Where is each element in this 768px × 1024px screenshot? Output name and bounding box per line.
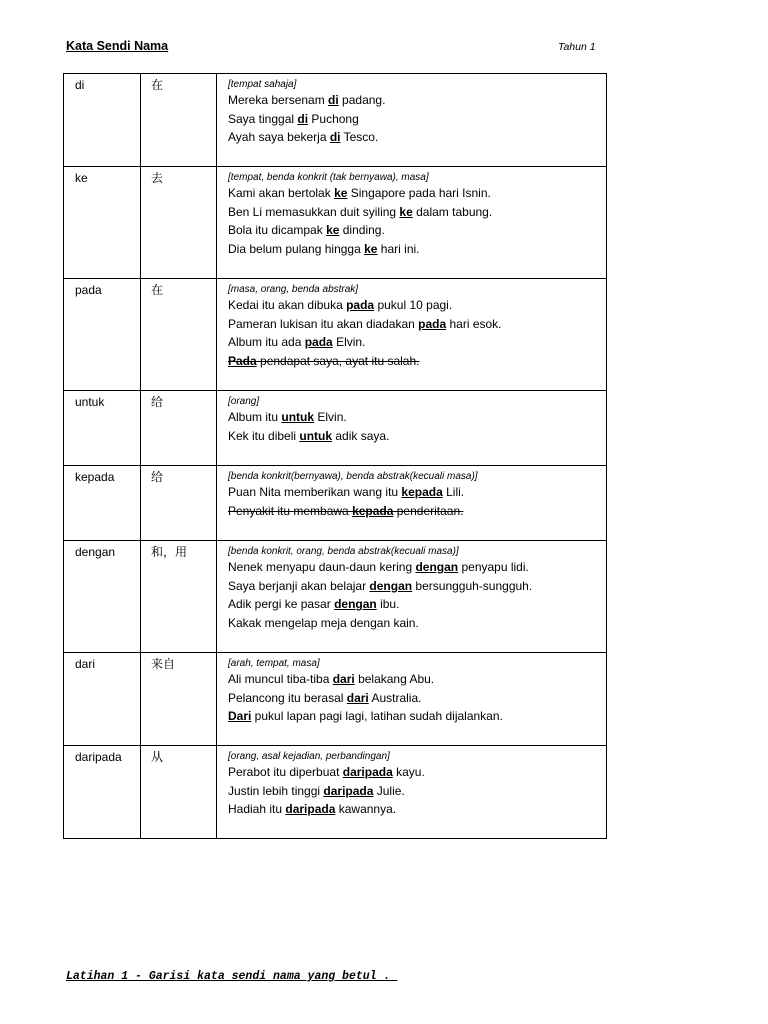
translation-cell	[141, 391, 217, 466]
grade-label: Tahun 1	[558, 41, 596, 53]
preposition-word: untuk	[75, 395, 105, 409]
sentence-text: Kek itu dibeli	[228, 428, 300, 443]
example-sentence	[217, 800, 606, 819]
chinese-translation: 在	[151, 78, 164, 92]
highlighted-preposition: di	[328, 93, 339, 107]
sentence-text: kawannya.	[335, 802, 397, 817]
sentence-text: Dia belum pulang hingga	[228, 242, 365, 257]
word-cell	[64, 466, 141, 541]
example-sentence	[217, 315, 606, 334]
highlighted-preposition: daripada	[342, 765, 393, 779]
exercise-instruction: Latihan 1 - Garisi kata sendi nama yang betul .	[66, 970, 398, 983]
translation-cell	[141, 74, 217, 167]
example-sentence	[217, 689, 606, 708]
sentence-text: Penyakit itu membawa	[228, 503, 353, 518]
translation-cell	[141, 466, 217, 541]
usage-note: [benda konkrit, orang, benda abstrak(kecuali masa)]	[228, 546, 459, 557]
sentence-text: penyapu lidi.	[458, 560, 529, 574]
highlighted-preposition: kepada	[352, 503, 394, 518]
word-cell	[64, 746, 141, 839]
table-row	[64, 279, 607, 391]
example-sentence	[217, 707, 606, 726]
sentence-text: Elvin.	[332, 335, 366, 350]
sentence-text: Pelancong itu berasal	[228, 690, 347, 705]
example-sentence	[217, 221, 606, 240]
sentence-text: hari esok.	[446, 316, 502, 331]
word-cell	[64, 74, 141, 167]
page-title: Kata Sendi Nama	[66, 39, 169, 53]
preposition-table	[63, 73, 607, 839]
highlighted-preposition: pada	[418, 316, 447, 331]
example-sentence	[217, 333, 606, 352]
highlighted-preposition: ke	[364, 242, 378, 257]
preposition-word: kepada	[75, 470, 115, 484]
table-row	[64, 541, 607, 653]
sentence-text: Singapore pada hari Isnin.	[347, 186, 491, 200]
highlighted-preposition: di	[329, 130, 341, 145]
chinese-translation: 给	[151, 395, 164, 409]
sentence-text: Australia.	[368, 690, 422, 705]
sentence-text: Kakak mengelap meja dengan kain.	[228, 616, 419, 631]
sentence-text: Bola itu dicampak	[228, 223, 327, 238]
highlighted-preposition: dengan	[415, 560, 459, 574]
sentence-text: dinding.	[339, 223, 385, 238]
usage-cell	[217, 167, 607, 279]
table-row	[64, 74, 607, 167]
highlighted-preposition: untuk	[299, 428, 333, 443]
example-sentence	[217, 763, 606, 782]
translation-cell	[141, 541, 217, 653]
highlighted-preposition: ke	[326, 223, 340, 238]
sentence-text: pukul lapan pagi lagi, latihan sudah dijalankan.	[251, 709, 503, 724]
sentence-text: belakang Abu.	[354, 672, 435, 686]
highlighted-preposition: Dari	[228, 709, 252, 724]
sentence-text: Nenek menyapu daun-daun kering	[228, 560, 416, 574]
example-sentence	[217, 408, 606, 427]
translation-cell	[141, 279, 217, 391]
usage-cell	[217, 746, 607, 839]
usage-note: [masa, orang, benda abstrak]	[228, 284, 359, 295]
sentence-text: Justin lebih tinggi	[228, 783, 324, 798]
example-sentence	[217, 502, 606, 521]
sentence-text: Kedai itu akan dibuka	[228, 298, 347, 312]
highlighted-preposition: pada	[304, 335, 333, 350]
example-sentence	[217, 296, 606, 315]
table-row	[64, 167, 607, 279]
example-sentence	[217, 352, 606, 371]
highlighted-preposition: dari	[332, 672, 355, 686]
sentence-text: Ben Li memasukkan duit syiling	[228, 204, 400, 219]
usage-note: [tempat, benda konkrit (tak bernyawa), masa]	[228, 172, 429, 183]
preposition-word: dari	[75, 657, 96, 671]
usage-note: [tempat sahaja]	[228, 79, 297, 90]
preposition-word: di	[75, 78, 85, 92]
highlighted-preposition: dengan	[334, 597, 377, 612]
table-row	[64, 653, 607, 746]
chinese-translation: 在	[151, 283, 164, 297]
table-body	[64, 74, 607, 839]
sentence-text: Saya berjanji akan belajar	[228, 578, 370, 593]
sentence-text: hari ini.	[377, 242, 420, 257]
usage-cell	[217, 279, 607, 391]
highlighted-preposition: daripada	[323, 783, 374, 798]
usage-cell	[217, 541, 607, 653]
highlighted-preposition: ke	[334, 186, 348, 200]
word-cell	[64, 541, 141, 653]
sentence-text: dalam tabung.	[412, 204, 493, 219]
preposition-word: dengan	[75, 545, 116, 559]
highlighted-preposition: di	[297, 111, 309, 126]
example-sentence	[217, 128, 606, 147]
table-row	[64, 391, 607, 466]
table-row	[64, 746, 607, 839]
word-cell	[64, 279, 141, 391]
sentence-text: kayu.	[392, 765, 425, 779]
sentence-text: Tesco.	[340, 130, 379, 145]
word-cell	[64, 653, 141, 746]
translation-cell	[141, 653, 217, 746]
sentence-text: Lili.	[442, 485, 465, 499]
usage-note: [arah, tempat, masa]	[228, 658, 320, 669]
chinese-translation: 给	[151, 470, 164, 484]
sentence-text: Album itu	[228, 410, 282, 424]
highlighted-preposition: pada	[346, 298, 375, 312]
sentence-text: bersungguh-sungguh.	[412, 578, 533, 593]
example-sentence	[217, 184, 606, 203]
sentence-text: Ali muncul tiba-tiba	[228, 672, 333, 686]
chinese-translation: 和，用	[151, 545, 188, 559]
sentence-text: pendapat saya, ayat itu salah.	[256, 354, 420, 369]
usage-cell	[217, 653, 607, 746]
preposition-word: pada	[75, 283, 102, 297]
sentence-text: Kami akan bertolak	[228, 186, 335, 200]
preposition-word: daripada	[75, 750, 122, 764]
sentence-text: Ayah saya bekerja	[228, 130, 330, 145]
table-row	[64, 466, 607, 541]
example-sentence	[217, 91, 606, 110]
highlighted-preposition: ke	[399, 204, 413, 219]
sentence-text: Pameran lukisan itu akan diadakan	[228, 316, 419, 331]
example-sentence	[217, 614, 606, 633]
chinese-translation: 去	[151, 171, 164, 185]
highlighted-preposition: daripada	[285, 802, 336, 817]
example-sentence	[217, 782, 606, 801]
highlighted-preposition: untuk	[281, 410, 315, 424]
chinese-translation: 来自	[151, 657, 176, 671]
usage-note: [benda konkrit(bernyawa), benda abstrak(kecuali masa)]	[228, 471, 478, 482]
example-sentence	[217, 595, 606, 614]
example-sentence	[217, 670, 606, 689]
sentence-text: ibu.	[376, 597, 400, 612]
example-sentence	[217, 203, 606, 222]
sentence-text: pukul 10 pagi.	[374, 298, 453, 312]
sentence-text: Adik pergi ke pasar	[228, 597, 335, 612]
highlighted-preposition: Pada	[228, 354, 257, 369]
example-sentence	[217, 483, 606, 502]
usage-cell	[217, 466, 607, 541]
translation-cell	[141, 746, 217, 839]
sentence-text: Saya tinggal	[228, 111, 298, 126]
word-cell	[64, 391, 141, 466]
example-sentence	[217, 558, 606, 577]
example-sentence	[217, 427, 606, 446]
sentence-text: Puchong	[308, 111, 359, 126]
chinese-translation: 从	[151, 750, 164, 764]
sentence-text: Perabot itu diperbuat	[228, 765, 343, 779]
preposition-word: ke	[75, 171, 88, 185]
sentence-text: penderitaan.	[393, 503, 464, 518]
usage-cell	[217, 74, 607, 167]
sentence-text: adik saya.	[332, 428, 390, 443]
example-sentence	[217, 110, 606, 129]
example-sentence	[217, 577, 606, 596]
sentence-text: Julie.	[373, 783, 405, 798]
usage-note: [orang, asal kejadian, perbandingan]	[228, 751, 390, 762]
sentence-text: Hadiah itu	[228, 802, 286, 817]
example-sentence	[217, 240, 606, 259]
highlighted-preposition: dengan	[369, 578, 413, 593]
sentence-text: Elvin.	[314, 410, 347, 424]
sentence-text: Puan Nita memberikan wang itu	[228, 485, 402, 499]
sentence-text: Album itu ada	[228, 335, 305, 350]
sentence-text: Mereka bersenam	[228, 93, 329, 107]
sentence-text: padang.	[338, 93, 386, 107]
highlighted-preposition: dari	[346, 690, 369, 705]
highlighted-preposition: kepada	[401, 485, 443, 499]
usage-cell	[217, 391, 607, 466]
usage-note: [orang]	[228, 396, 260, 407]
word-cell	[64, 167, 141, 279]
translation-cell	[141, 167, 217, 279]
